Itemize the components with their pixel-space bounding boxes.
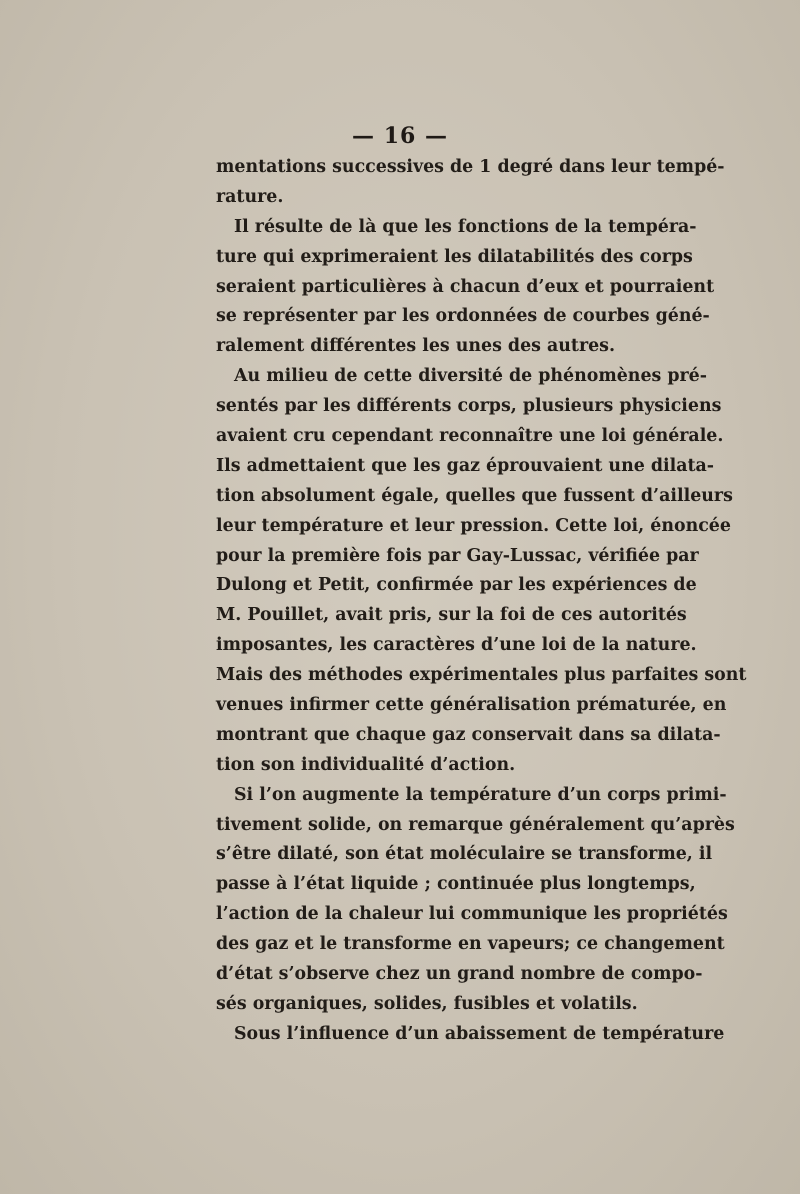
text-line: Mais des méthodes expérimentales plus parfaites sont <box>216 665 747 686</box>
text-line: Au milieu de cette diversité de phénomènes pré- <box>234 366 707 387</box>
text-line: Il résulte de là que les fonctions de la tempéra- <box>234 216 697 237</box>
text-line: rature. <box>216 186 284 207</box>
text-line: se représenter par les ordonnées de courbes géné- <box>216 306 710 327</box>
page-number-header: — 16 — <box>352 123 448 149</box>
text-line: mentations successives de 1 degré dans leur tempé- <box>216 157 725 177</box>
text-line: Ils admettaient que les gaz éprouvaient une dilata- <box>216 455 714 476</box>
text-line: s’être dilaté, son état moléculaire se transforme, il <box>216 844 713 865</box>
text-line: tion son individualité d’action. <box>216 754 516 775</box>
text-line: Sous l’influence d’un abaissement de température <box>234 1023 725 1044</box>
text-line: avaient cru cependant reconnaître une loi générale. <box>216 426 724 447</box>
text-line: pour la première fois par Gay-Lussac, vérifiée par <box>216 545 699 566</box>
text-line: sés organiques, solides, fusibles et volatils. <box>216 993 638 1014</box>
text-line: tion absolument égale, quelles que fussent d’ailleurs <box>216 485 733 506</box>
text-line: sentés par les différents corps, plusieurs physiciens <box>216 396 722 417</box>
text-line: leur température et leur pression. Cette loi, énoncée <box>216 515 731 536</box>
text-line: montrant que chaque gaz conservait dans sa dilata- <box>216 724 721 745</box>
text-line: venues infirmer cette généralisation prématurée, en <box>216 695 727 716</box>
text-line: ture qui exprimeraient les dilatabilités des corps <box>216 246 693 267</box>
text-line: M. Pouillet, avait pris, sur la foi de ces autorités <box>216 605 687 626</box>
text-line: tivement solide, on remarque généralement qu’après <box>216 814 735 835</box>
text-line: d’état s’observe chez un grand nombre de compo- <box>216 964 703 985</box>
text-line: Dulong et Petit, confirmée par les expériences de <box>216 575 697 596</box>
text-line: Si l’on augmente la température d’un corps primi- <box>234 784 727 805</box>
body-text <box>216 153 747 1050</box>
text-line: ralement différentes les unes des autres. <box>216 336 616 357</box>
text-line: imposantes, les caractères d’une loi de la nature. <box>216 635 697 656</box>
text-line: seraient particulières à chacun d’eux et pourraient <box>216 276 715 297</box>
text-line: l’action de la chaleur lui communique les propriétés <box>216 904 728 925</box>
text-line: passe à l’état liquide ; continuée plus longtemps, <box>216 874 696 895</box>
text-line: des gaz et le transforme en vapeurs; ce changement <box>216 934 725 955</box>
